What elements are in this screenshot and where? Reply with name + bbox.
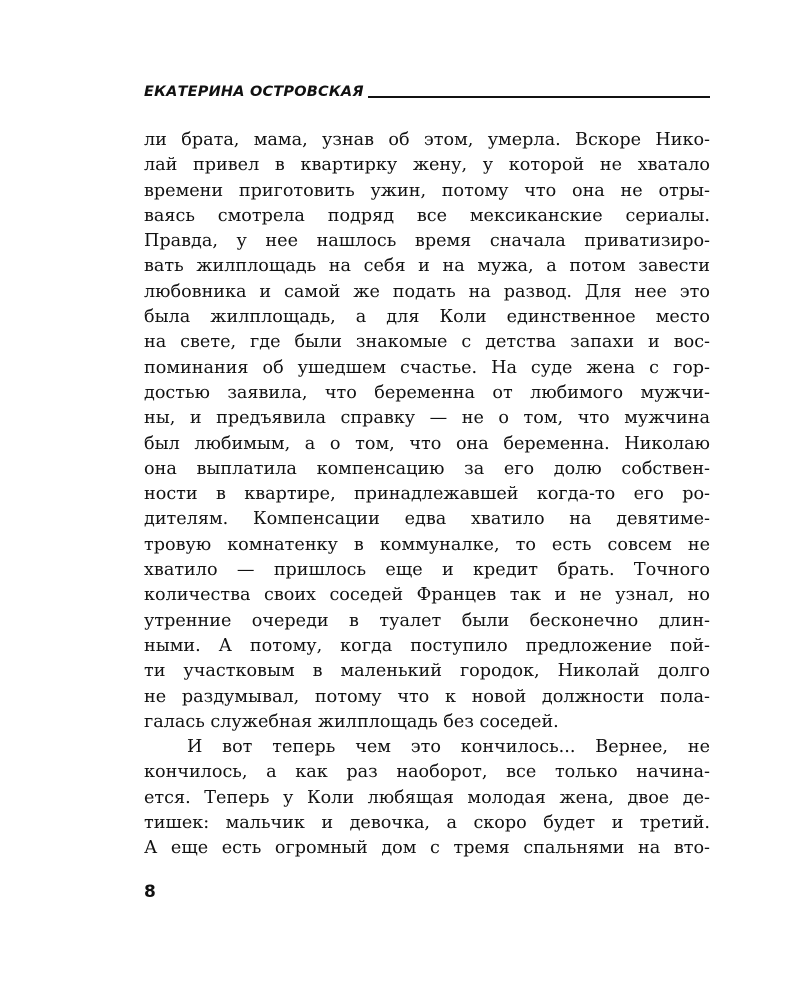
text-line: была жилплощадь, а для Коли единственное место [144,307,710,328]
text-line: количества своих соседей Францев так и не узнал, но [144,585,710,606]
text-line: ности в квартире, принадлежавшей когда-то его ро- [144,484,710,505]
text-line: вать жилплощадь на себя и на мужа, а потом завести [144,256,710,277]
text-line: дителям. Компенсации едва хватило на девятиме- [144,509,710,530]
text-line: лай привел в квартирку жену, у которой не хватало [144,155,710,176]
text-line: ваясь смотрела подряд все мексиканские сериалы. [144,205,710,226]
header-rule [368,96,710,98]
text-line: галась служебная жилплощадь без соседей. [144,711,559,732]
text-line: ли брата, мама, узнав об этом, умерла. Вскоре Нико- [144,130,710,150]
page-number: 8 [144,882,156,902]
text-line: Правда, у нее нашлось время сначала приватизиро- [144,231,710,252]
text-line: И вот теперь чем это кончилось... Вернее, не [187,737,710,758]
text-line: был любимым, а о том, что она беременна. Николаю [144,433,710,454]
text-line: утренние очереди в туалет были бесконечно длин- [144,610,710,631]
text-line: времени приготовить ужин, потому что она не отры- [144,180,710,201]
text-line: ны, и предъявила справку — не о том, что мужчина [144,408,710,429]
text-line: на свете, где были знакомые с детства запахи и вос- [144,332,710,353]
text-line: А еще есть огромный дом с тремя спальнями на вто- [144,838,710,859]
running-header [144,78,710,100]
text-line: ти участковым в маленький городок, Николай долго [144,661,710,682]
text-line: не раздумывал, потому что к новой должности пола- [144,686,710,707]
text-line: поминания об ушедшем счастье. На суде жена с гор- [144,357,710,378]
text-line: тишек: мальчик и девочка, а скоро будет и третий. [144,813,710,834]
text-line: кончилось, а как раз наоборот, все только начина- [144,762,710,783]
text-line: хватило — пришлось еще и кредит брать. Точного [144,560,710,581]
text-line: достью заявила, что беременна от любимого мужчи- [144,382,710,403]
text-line: тровую комнатенку в коммуналке, то есть совсем не [144,534,710,555]
text-line: ется. Теперь у Коли любящая молодая жена, двое де- [144,787,710,808]
page-body-text [144,128,710,862]
text-line: любовника и самой же подать на развод. Для нее это [144,281,710,302]
header-author-name: ЕКАТЕРИНА ОСТРОВСКАЯ [144,83,364,100]
text-line: она выплатила компенсацию за его долю собствен- [144,458,710,479]
text-line: ными. А потому, когда поступило предложение пой- [144,635,710,656]
